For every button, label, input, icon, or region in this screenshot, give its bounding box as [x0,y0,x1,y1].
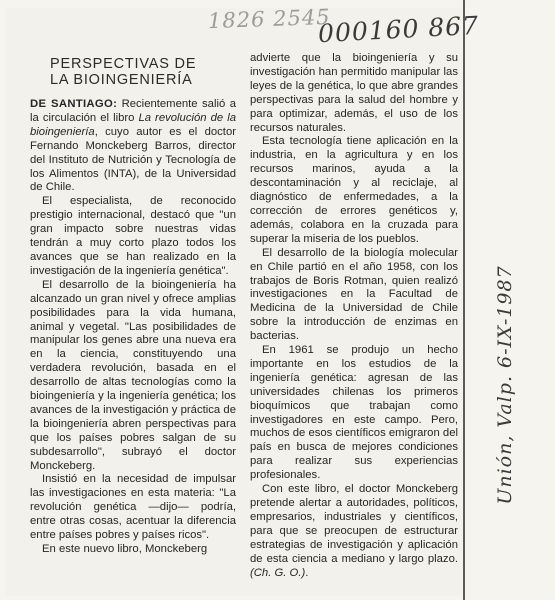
author-initials: (Ch. G. O.) [250,566,306,579]
article-title-line-2: LA BIOINGENIERÍA [50,72,193,88]
handwritten-source-date: Unión, Valp. 6-IX-1987 [494,265,516,505]
article-title [50,56,210,88]
article-column-2 [250,52,458,580]
handwritten-catalog-number: 1826 2545 [207,4,331,34]
article-paragraph: El especialista, de reconocido prestigio internacional, destacó que "un gran impacto sobre nuestras vidas tendrán a muy corto plazo todos los avances que se han realizado en la investigación de la ingeniería genética". [30,195,236,277]
article-paragraph: El desarrollo de la bioingeniería ha alcanzado un gran nivel y ofrece amplias posibilidades para la vida humana, animal y vegetal. "Las posibilidades de manipular los genes abre una nueva era en la ciencia, constituyendo una verdadera revolución, basada en el desarrollo de altas tecnologías como la bioingeniería y la ingeniería genética; los avances de la investigación y práctica de la bioingeniería abren perspectivas para que los países pobres salgan de su subdesarrollo", subrayó el doctor Monckeberg. [30,278,236,472]
article-paragraph: Con este libro, el doctor Monckeberg pretende alertar a autoridades, políticos, empresarios, industriales y científicos, para que se preocupen de estructurar estrategias de investigación y aplicación de esta ciencia a mediano y largo plazo. (Ch. G. O.). [250,483,458,579]
book-title: La revolución de la bioingeniería [30,111,236,138]
article-paragraph: Insistió en la necesidad de impulsar las investigaciones en esta materia: "La revolución genética —dijo— podría, entre otras cosas, acentuar la diferencia entre países pobres y países ricos". [30,473,236,542]
handwritten-record-number: 000160 867 [317,10,480,49]
article-paragraph: Esta tecnología tiene aplicación en la industria, en la agricultura y en los recursos marinos, ayuda a la descontaminación y al reciclaje, al diagnóstico de enfermedades, a la corrección de errores genéticos y, además, colabora en la cruzada para superar la miseria de los pueblos. [250,135,458,245]
article-paragraph: El desarrollo de la biología molecular en Chile partió en el año 1958, con los trabajos de Boris Rotman, quien realizó investigaciones en la Facultad de Medicina de la Universidad de Chile sobre la introducción de enzimas en bacterias. [250,246,458,343]
article-title-line-1: PERSPECTIVAS DE [50,56,197,72]
article-paragraph: En 1961 se produjo un hecho importante en los estudios de la ingeniería genética: agresan de las universidades chilenas los primeros bioquímicos que trabajan como investigadores en este campo. Pero, muchos de esos científicos emigraron del país en busca de mejores condiciones para realizar sus experiencias profesionales. [250,344,458,482]
dateline: DE SANTIAGO: [30,98,118,110]
article-column-1 [30,98,236,557]
article-paragraph: En este nuevo libro, Monckeberg [42,543,208,555]
article-paragraph: DE SANTIAGO: Recientemente salió a la circulación el libro La revolución de la bioingeniería, cuyo autor es el doctor Fernando Monckeberg Barros, director del Instituto de Nutrición y Tecnología de los Alimentos (INTA), de la Universidad de Chile. [30,98,236,194]
clipping-edge-divider [463,0,465,600]
article-paragraph: advierte que la bioingeniería y su investigación han permitido manipular las leyes de la genética, lo que abre grandes perspectivas para la salud del hombre y para optimizar, además, el uso de los recursos naturales. [250,52,458,134]
